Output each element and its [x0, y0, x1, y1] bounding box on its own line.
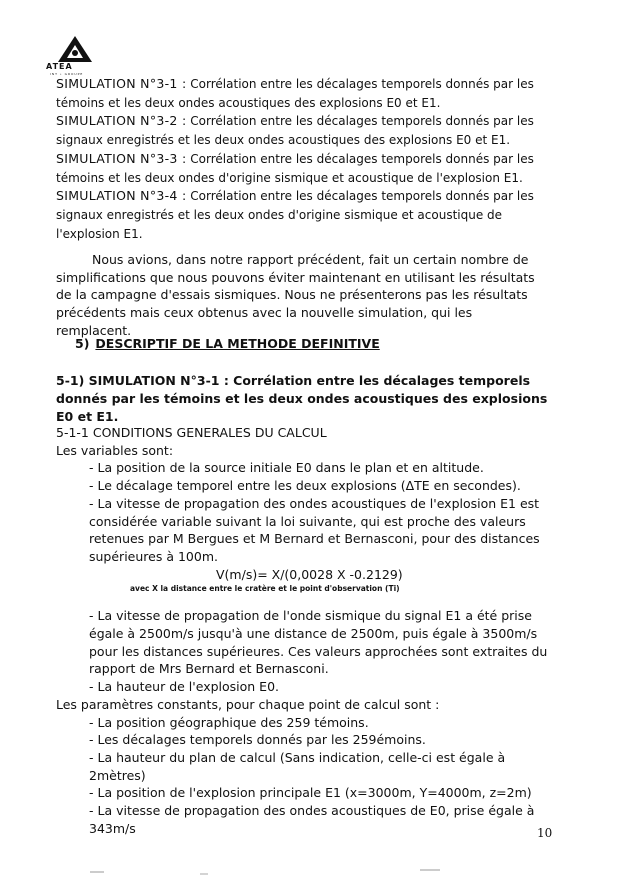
simulation-label: SIMULATION N°3-1 :: [56, 76, 187, 91]
simulation-label: SIMULATION N°3-3 :: [56, 150, 187, 166]
constants-intro: Les paramètres constants, pour chaque point de calcul sont :: [56, 696, 440, 712]
scan-artifacts: [0, 860, 620, 877]
simulation-text: Corrélation entre les décalages temporels donnés par les signaux enregistrés et les deux ondes d'origine sismique et acoustique de l'explosion E1.: [56, 189, 534, 241]
constant-item: - La position géographique des 259 témoins.: [89, 714, 369, 730]
constant-item: - La position de l'explosion principale E1 (x=3000m, Y=4000m, z=2m): [89, 785, 532, 801]
velocity-formula: V(m/s)= X/(0,0028 X -0.2129): [216, 566, 403, 582]
section-heading: [75, 336, 380, 351]
constant-item: - La vitesse de propagation des ondes acoustiques de E0, prise égale à 343m/s: [89, 803, 535, 836]
simulation-label: SIMULATION N°3-2 :: [56, 113, 187, 129]
simulation-text: Corrélation entre les décalages temporels donnés par les signaux enregistrés et les deux ondes acoustiques des explosions E0 et E1.: [56, 114, 534, 148]
variable-item: - La hauteur de l'explosion E0.: [89, 679, 279, 695]
subsection-heading: 5-1) SIMULATION N°3-1 : Corrélation entre les décalages temporels donnés par les témoins et les deux ondes acoustiques des explosions E0 et E1.: [56, 373, 548, 424]
variable-item: - La vitesse de propagation de l'onde sismique du signal E1 a été prise égale à 2500m/s jusqu'à une distance de 2500m, puis égale à 3500m/s pour les distances supérieures. Ces valeurs approchées sont extraites du rapport de Mrs Bernard et Bernasconi.: [89, 608, 548, 677]
constant-item: - Les décalages temporels donnés par les 259émoins.: [89, 732, 426, 748]
page-number: 10: [537, 826, 553, 840]
simulation-text: Corrélation entre les décalages temporels donnés par les témoins et les deux ondes d'origine sismique et acoustique de l'explosion E1.: [56, 151, 534, 185]
intro-paragraph: Nous avions, dans notre rapport précédent, fait un certain nombre de simplifications que nous pouvons éviter maintenant en utilisant les résultats de la campagne d'essais sismiques. Nous ne présenterons pas les résultats précédents mais ceux obtenus avec la nouvelle simulation, qui les remplacent.: [56, 252, 535, 338]
formula-note: avec X la distance entre le cratère et le point d'observation (Ti): [130, 584, 400, 594]
conditions-heading: 5-1-1 CONDITIONS GENERALES DU CALCUL: [56, 425, 327, 440]
simulation-text: Corrélation entre les décalages temporels donnés par les témoins et les deux ondes acoustiques des explosions E0 et E1.: [56, 77, 534, 110]
simulation-list: [56, 75, 548, 243]
simulation-item: [56, 187, 548, 243]
variable-item: - La position de la source initiale E0 dans le plan et en altitude.: [89, 460, 484, 476]
constant-item: - La hauteur du plan de calcul (Sans indication, celle-ci est égale à 2mètres): [89, 749, 506, 783]
logo-triangle-icon: [56, 34, 94, 64]
logo-name: ATEA: [46, 62, 73, 71]
simulation-label: SIMULATION N°3-4 :: [56, 188, 187, 204]
variable-item: - La vitesse de propagation des ondes acoustiques de l'explosion E1 est considérée variable suivant la loi suivante, qui est proche des valeurs retenues par M Bergues et M Bernard et Bernasconi, pour des distances supérieures à 100m.: [89, 495, 540, 564]
conditions-block: [56, 424, 548, 837]
logo-subtitle: INT • GROUPE: [50, 72, 84, 76]
variables-intro: Les variables sont:: [56, 442, 174, 458]
section-number: 5): [75, 336, 90, 351]
simulation-item: [56, 75, 548, 112]
simulation-item: [56, 150, 548, 187]
section-title: DESCRIPTIF DE LA METHODE DEFINITIVE: [95, 336, 380, 351]
simulation-item: [56, 112, 548, 149]
variable-item: - Le décalage temporel entre les deux explosions (ΔTE en secondes).: [89, 478, 521, 494]
